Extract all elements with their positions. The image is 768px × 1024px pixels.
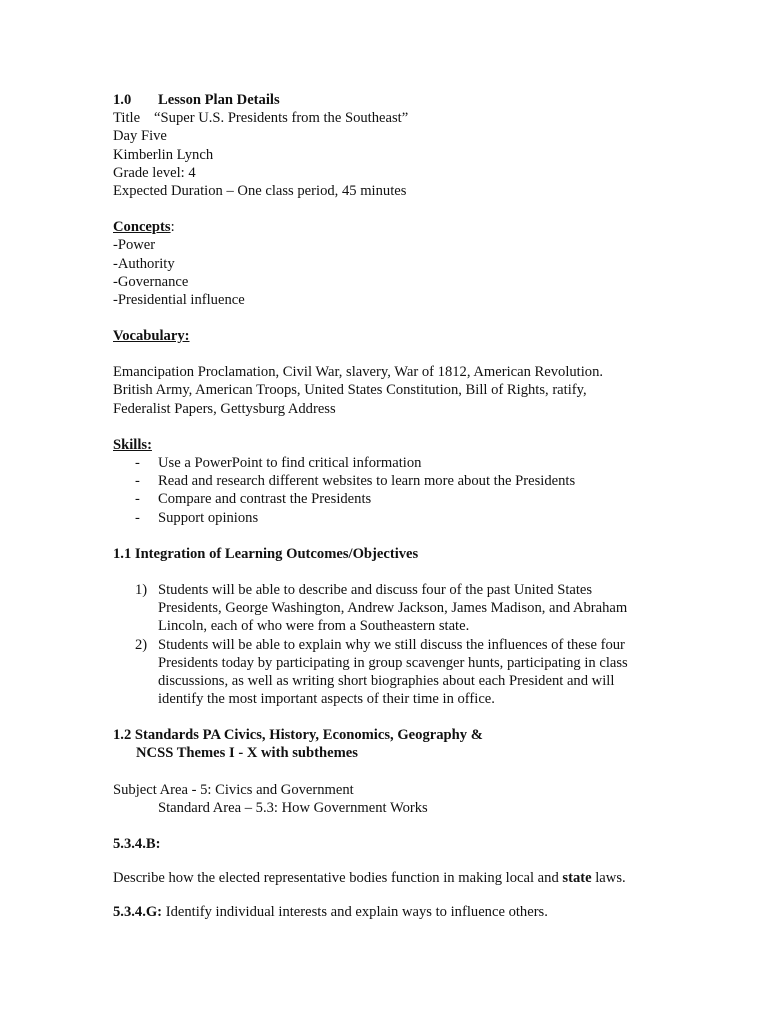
skill-text: Use a PowerPoint to find critical information — [158, 455, 422, 471]
expected-duration: Expected Duration – One class period, 45 minutes — [113, 182, 407, 199]
subject-area: Subject Area - 5: Civics and Government — [113, 781, 354, 798]
standards-subheading: NCSS Themes I - X with subthemes — [136, 745, 358, 762]
skill-item — [113, 472, 673, 490]
vocabulary-line: British Army, American Troops, United States Constitution, Bill of Rights, ratify, — [113, 382, 587, 399]
outcomes-heading: 1.1 Integration of Learning Outcomes/Objectives — [113, 545, 419, 562]
skill-item — [113, 490, 673, 508]
vocabulary-heading: Vocabulary: — [113, 328, 190, 345]
standard-534g-label: 5.3.4.G: — [113, 904, 163, 921]
concept-item: -Power — [113, 237, 156, 254]
section-heading-lesson-plan — [113, 91, 673, 109]
outcome-number: 1) — [135, 581, 148, 598]
title-label: Title — [113, 110, 141, 127]
outcome-text: Lincoln, each of who were from a Southeastern state. — [158, 618, 470, 635]
concepts-colon: : — [170, 219, 175, 236]
bullet-dash: - — [135, 473, 140, 490]
concept-item: -Governance — [113, 273, 189, 290]
skill-item — [113, 509, 673, 527]
skill-text: Read and research different websites to learn more about the Presidents — [158, 473, 576, 490]
day-label: Day Five — [113, 128, 167, 145]
outcome-text: identify the most important aspects of their time in office. — [158, 691, 495, 708]
bullet-dash: - — [135, 509, 140, 526]
lesson-title-line — [113, 109, 673, 127]
vocabulary-line: Federalist Papers, Gettysburg Address — [113, 400, 336, 417]
vocabulary-line: Emancipation Proclamation, Civil War, slavery, War of 1812, American Revolution. — [113, 364, 604, 381]
skill-text: Compare and contrast the Presidents — [158, 491, 372, 508]
concept-item: -Authority — [113, 255, 175, 272]
skills-heading: Skills: — [113, 436, 152, 453]
standard-534g — [113, 903, 673, 921]
concept-item: -Presidential influence — [113, 291, 245, 308]
standard-534b-text-start: Describe how the elected representative bodies function in making local and — [113, 870, 563, 887]
outcome-item-1 — [113, 581, 673, 599]
lesson-plan-page — [113, 91, 673, 922]
standard-534b-emphasis: state — [562, 870, 592, 887]
standard-534g-text: Identify individual interests and explain ways to influence others. — [162, 904, 548, 921]
section-title: Lesson Plan Details — [158, 92, 280, 108]
skill-item — [113, 454, 673, 472]
lesson-title: “Super U.S. Presidents from the Southeast” — [154, 110, 409, 127]
standard-534b-text — [113, 869, 673, 887]
standard-area: Standard Area – 5.3: How Government Works — [158, 799, 428, 816]
outcome-text: Students will be able to explain why we still discuss the influences of these four — [158, 636, 625, 653]
grade-level: Grade level: 4 — [113, 164, 196, 181]
section-number: 1.0 — [113, 92, 132, 108]
outcome-number: 2) — [135, 636, 148, 653]
skill-text: Support opinions — [158, 509, 259, 526]
concepts-heading: Concepts — [113, 219, 171, 236]
concepts-heading-line — [113, 218, 673, 236]
bullet-dash: - — [135, 455, 140, 471]
bullet-dash: - — [135, 491, 140, 508]
outcome-item-2 — [113, 636, 673, 654]
outcome-text: Presidents today by participating in group scavenger hunts, participating in class — [158, 654, 628, 671]
outcome-text: Presidents, George Washington, Andrew Jackson, James Madison, and Abraham — [158, 600, 628, 617]
outcome-text: discussions, as well as writing short biographies about each President and will — [158, 672, 615, 689]
outcome-text: Students will be able to describe and discuss four of the past United States — [158, 581, 593, 598]
standard-534b-label: 5.3.4.B: — [113, 836, 161, 852]
standards-heading: 1.2 Standards PA Civics, History, Economics, Geography & — [113, 727, 483, 744]
standard-534b-text-end: laws. — [591, 870, 626, 887]
author-name: Kimberlin Lynch — [113, 146, 214, 163]
